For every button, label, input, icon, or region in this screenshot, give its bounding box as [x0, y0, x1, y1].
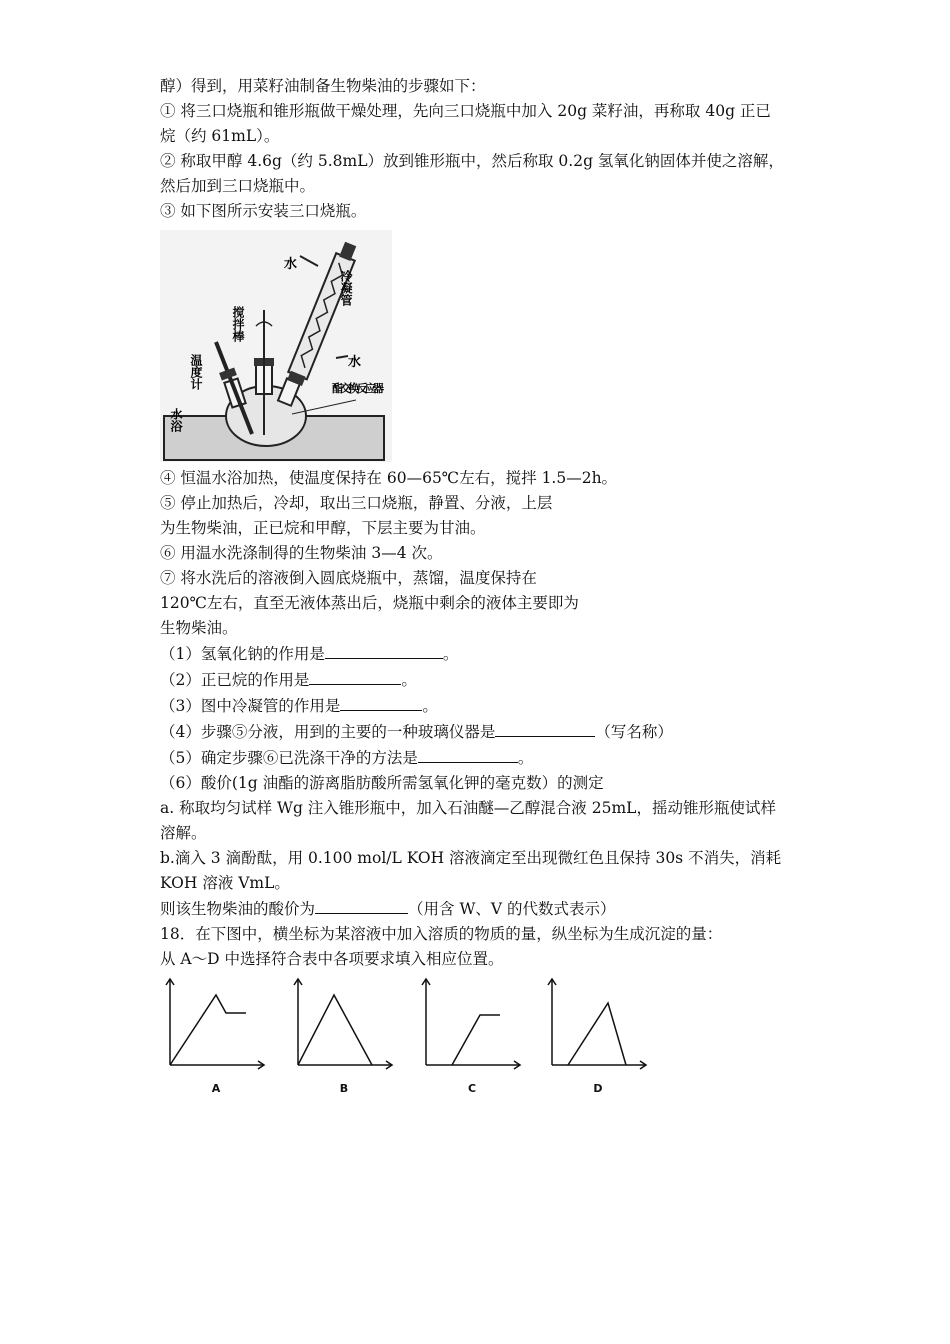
text-line: ⑥ 用温水洗涤制得的生物柴油 3—4 次。 — [160, 544, 443, 562]
graph-a — [160, 975, 272, 1095]
text-line: 120℃左右，直至无液体蒸出后，烧瓶中剩余的液体主要即为 — [160, 594, 579, 612]
graph-d-label: D — [593, 1082, 603, 1095]
answer-blank[interactable] — [495, 719, 595, 737]
question-text: 则该生物柴油的酸价为 — [160, 900, 316, 918]
graph-d — [542, 975, 654, 1095]
text-line: ④ 恒温水浴加热，使温度保持在 60—65℃左右，搅拌 1.5—2h。 — [160, 469, 618, 487]
text-line: ⑦ 将水洗后的溶液倒入圆底烧瓶中，蒸馏，温度保持在 — [160, 569, 537, 587]
question-5 — [160, 745, 800, 771]
label-water-top: 水 — [284, 257, 298, 272]
question-text: 。 — [517, 749, 534, 767]
question-18: 18．在下图中，横坐标为某溶液中加入溶质的物质的量，纵坐标为生成沉淀的量： — [160, 925, 723, 943]
label-water-side: 水 — [348, 355, 362, 370]
document-body — [160, 74, 800, 972]
text-line: 溶解。 — [160, 824, 207, 842]
answer-blank[interactable] — [418, 745, 518, 763]
question-text: （用含 W、V 的代数式表示） — [408, 900, 616, 918]
question-text: （4）步骤⑤分液，用到的主要的一种玻璃仪器是 — [160, 723, 496, 741]
question-acid-value — [160, 896, 800, 922]
text-line: KOH 溶液 VmL。 — [160, 874, 290, 892]
question-3 — [160, 693, 800, 719]
question-text: 。 — [401, 671, 417, 689]
graph-b — [288, 975, 400, 1095]
question-text: （2）正已烷的作用是 — [160, 671, 310, 689]
text-line: 生物柴油。 — [160, 619, 238, 637]
question-1 — [160, 641, 800, 667]
text-line: b.滴入 3 滴酚酞，用 0.100 mol/L KOH 溶液滴定至出现微红色且保持 30s 不消失，消耗 — [160, 849, 782, 867]
question-text: （5）确定步骤⑥已洗涤干净的方法是 — [160, 749, 418, 767]
text-line: ① 将三口烧瓶和锥形瓶做干燥处理，先向三口烧瓶中加入 20g 菜籽油，再称取 40g 正已 — [160, 102, 771, 120]
graph-c-plot — [416, 975, 528, 1075]
graph-a-line — [170, 995, 246, 1065]
text-line: 醇）得到，用菜籽油制备生物柴油的步骤如下： — [160, 77, 486, 95]
question-text: （写名称） — [595, 723, 673, 741]
text-line: 为生物柴油，正已烷和甲醇，下层主要为甘油。 — [160, 519, 486, 537]
label-stirrer: 搅拌棒 — [231, 306, 245, 342]
text-line: ⑤ 停止加热后，冷却，取出三口烧瓶，静置、分液，上层 — [160, 494, 553, 512]
answer-blank[interactable] — [325, 641, 443, 659]
graph-c-label: C — [467, 1082, 477, 1095]
text-line: 从 A～D 中选择符合表中各项要求填入相应位置。 — [160, 950, 504, 968]
answer-blank[interactable] — [340, 693, 422, 711]
text-line: 然后加到三口烧瓶中。 — [160, 177, 316, 195]
answer-blank[interactable] — [309, 667, 401, 685]
label-condenser: 冷凝管 — [339, 270, 353, 306]
question-text: 。 — [422, 697, 438, 715]
text-line: a. 称取均匀试样 Wg 注入锥形瓶中，加入石油醚—乙醇混合液 25mL，摇动锥形瓶使试样 — [160, 799, 776, 817]
label-reactor: 酯交换反应器 — [332, 382, 384, 395]
text-line: ③ 如下图所示安装三口烧瓶。 — [160, 202, 367, 220]
label-bath: 水浴 — [169, 408, 183, 432]
text-line: 烷（约 61mL）。 — [160, 127, 280, 145]
graph-d-line — [568, 1003, 626, 1065]
question-text: （3）图中冷凝管的作用是 — [160, 697, 341, 715]
graph-b-line — [298, 995, 372, 1065]
graph-b-label: B — [339, 1082, 349, 1095]
graph-c — [416, 975, 528, 1095]
graph-a-label: A — [211, 1082, 221, 1095]
graph-b-plot — [288, 975, 400, 1075]
label-thermometer: 温度计 — [189, 354, 203, 390]
graph-a-plot — [160, 975, 272, 1075]
question-2 — [160, 667, 800, 693]
text-line: ② 称取甲醇 4.6g（约 5.8mL）放到锥形瓶中，然后称取 0.2g 氢氧化钠固体并使之溶解， — [160, 152, 784, 170]
question-text: （1）氢氧化钠的作用是 — [160, 645, 325, 663]
question-4 — [160, 719, 800, 745]
question-text: 。 — [442, 645, 459, 663]
graph-d-plot — [542, 975, 654, 1075]
graph-c-line — [452, 1015, 500, 1065]
apparatus-figure — [160, 230, 392, 462]
answer-blank[interactable] — [315, 896, 408, 914]
precipitate-graphs — [160, 975, 660, 1095]
question-6: （6）酸价(1g 油酯的游离脂肪酸所需氢氧化钾的毫克数）的测定 — [160, 774, 604, 792]
